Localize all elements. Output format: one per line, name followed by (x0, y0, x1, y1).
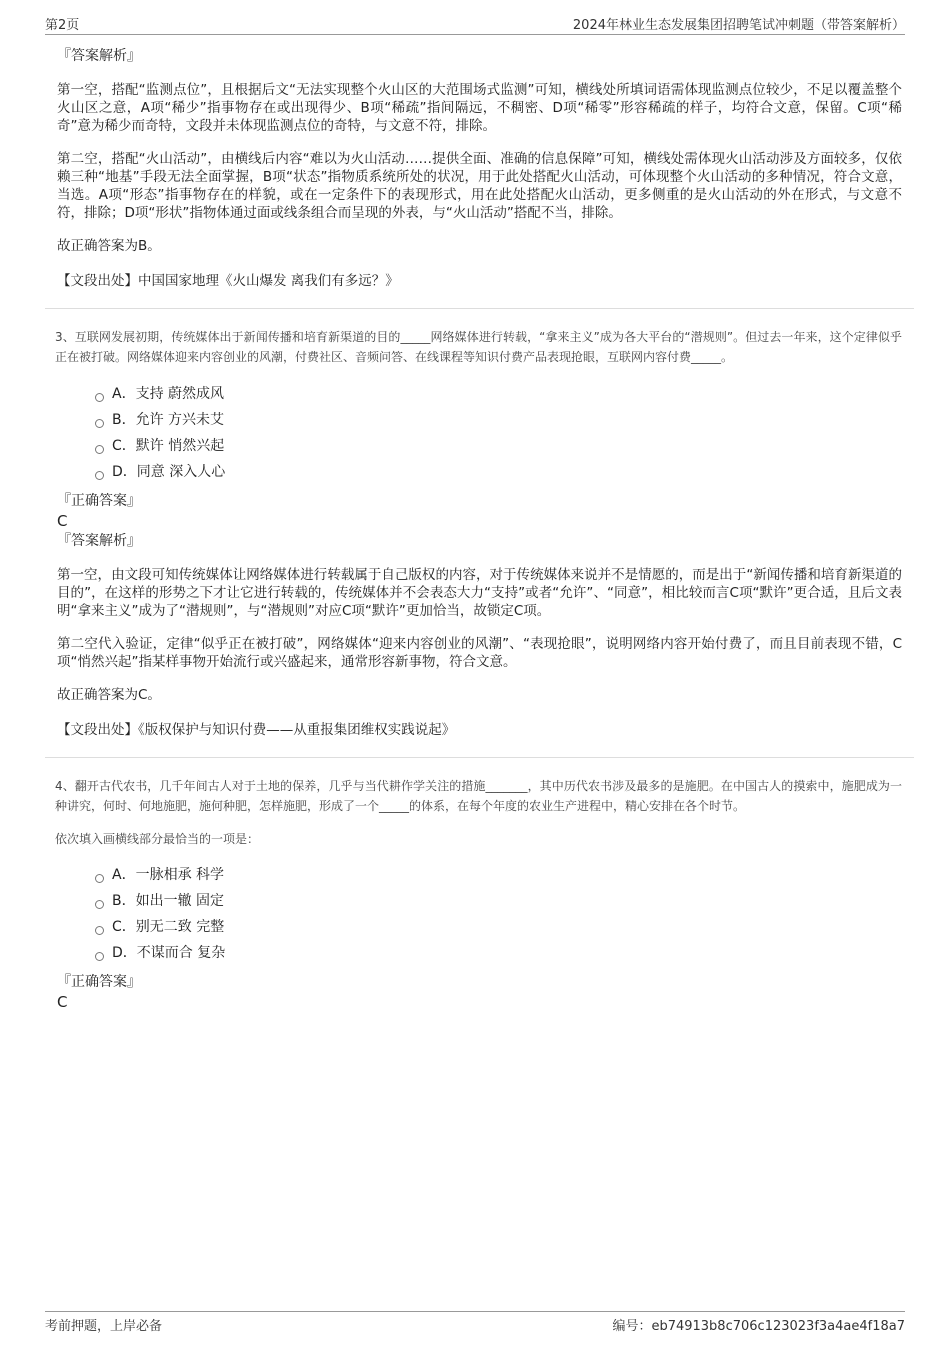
option-a[interactable] (95, 381, 902, 407)
option-label: A．一脉相承 科学 (112, 867, 225, 883)
page-number: 第2页 (45, 18, 80, 33)
page-footer (45, 1311, 905, 1334)
option-b[interactable] (95, 888, 902, 914)
correct-answer-label: 『正确答案』 (57, 493, 141, 509)
radio-icon[interactable] (95, 926, 104, 935)
radio-icon[interactable] (95, 900, 104, 909)
option-c[interactable] (95, 914, 902, 940)
radio-icon[interactable] (95, 393, 104, 402)
analysis-paragraph: 第一空，搭配“监测点位”，且根据后文“无法实现整个火山区的大范围场式监测”可知，横线处所填词语需体现监测点位较少，不足以覆盖整个火山区之意，A项“稀少”指事物存在或出现得少、B项“稀疏”指间隔远，不稠密、D项“稀零”形容稀疏的样子，均符合文意，保留。C项“稀奇”意为稀少而奇特，文段并未体现监测点位的奇特，与文意不符，排除。 (57, 82, 902, 134)
option-d[interactable] (95, 940, 902, 966)
analysis-label: 『答案解析』 (57, 48, 141, 64)
analysis-paragraph: 第二空，搭配“火山活动”，由横线后内容“难以为火山活动……提供全面、准确的信息保障”可知，横线处需体现火山活动涉及方面较多，仅依赖三种“地基”手段无法全面掌握，B项“状态”指物质系统所处的状况，用于此处搭配火山活动，可体现整个火山活动的多种情况，符合文意，当选。A项“形态”指事物存在的样貌，或在一定条件下的表现形式，用在此处搭配火山活动，更多侧重的是火山活动的外在形式，与文意不符，排除；D项“形状”指物体通过面或线条组合而呈现的外表，与“火山活动”搭配不当，排除。 (57, 151, 902, 221)
question-stem: 3、互联网发展初期，传统媒体出于新闻传播和培育新渠道的目的_____网络媒体进行转载，“拿来主义”成为各大平台的“潜规则”。但过去一年来，这个定律似乎正在被打破。网络媒体迎来内容创业的风潮，付费社区、音频问答、在线课程等知识付费产品表现抢眼，互联网内容付费_____。 (55, 330, 902, 364)
option-label: D．同意 深入人心 (112, 464, 226, 480)
correct-answer-label: 『正确答案』 (57, 974, 141, 990)
document-title: 2024年林业生态发展集团招聘笔试冲刺题（带答案解析） (572, 18, 905, 33)
final-answer-text: 故正确答案为C。 (57, 687, 161, 703)
correct-answer: C (57, 512, 68, 530)
passage-source: 【文段出处】中国国家地理《火山爆发 离我们有多远？》 (57, 273, 399, 289)
page-content (57, 46, 902, 1012)
final-answer-text: 故正确答案为B。 (57, 238, 161, 254)
analysis-paragraph: 第一空，由文段可知传统媒体让网络媒体进行转载属于自己版权的内容，对于传统媒体来说并不是情愿的，而是出于“新闻传播和培育新渠道的目的”，在这样的形势之下才让它进行转载的，传统媒体并不会表态大力“支持”或者“允许”、“同意”，相比较而言C项“默许”更合适，且后文表明“拿来主义”成为了“潜规则”，与“潜规则”对应C项“默许”更加恰当，故锁定C项。 (57, 567, 902, 619)
radio-icon[interactable] (95, 874, 104, 883)
correct-answer: C (57, 993, 68, 1011)
analysis-paragraph: 第二空代入验证，定律“似乎正在被打破”，网络媒体“迎来内容创业的风潮”、“表现抢眼”，说明网络内容开始付费了，而且目前表现不错，C项“悄然兴起”指某样事物开始流行或兴盛起来，通常形容新事物，符合文意。 (57, 636, 902, 670)
question-stem: 4、翻开古代农书，几千年间古人对于土地的保养，几乎与当代耕作学关注的措施_______，其中历代农书涉及最多的是施肥。在中国古人的摸索中，施肥成为一种讲究，何时、何地施肥，施何种肥，怎样施肥，形成了一个_____的体系，在每个年度的农业生产进程中，精心安排在各个时节。 (55, 779, 902, 813)
option-label: C．默许 悄然兴起 (112, 438, 225, 454)
option-b[interactable] (95, 407, 902, 433)
divider (45, 308, 914, 309)
option-list (95, 862, 902, 966)
option-a[interactable] (95, 862, 902, 888)
passage-source: 【文段出处】《版权保护与知识付费——从重报集团维权实践说起》 (57, 722, 456, 738)
option-label: B．如出一辙 固定 (112, 893, 225, 909)
option-label: D．不谋而合 复杂 (112, 945, 226, 961)
option-list (95, 381, 902, 485)
document-id: 编号：eb74913b8c706c123023f3a4ae4f18a7 (612, 1319, 905, 1334)
analysis-label: 『答案解析』 (57, 533, 141, 549)
question-prompt: 依次填入画横线部分最恰当的一项是： (55, 832, 260, 846)
option-label: A．支持 蔚然成风 (112, 386, 225, 402)
divider (45, 757, 914, 758)
option-label: C．别无二致 完整 (112, 919, 225, 935)
footer-slogan: 考前押题，上岸必备 (45, 1319, 163, 1334)
page-header (45, 12, 905, 35)
option-label: B．允许 方兴未艾 (112, 412, 225, 428)
option-c[interactable] (95, 433, 902, 459)
option-d[interactable] (95, 459, 902, 485)
radio-icon[interactable] (95, 471, 104, 480)
radio-icon[interactable] (95, 952, 104, 961)
radio-icon[interactable] (95, 419, 104, 428)
radio-icon[interactable] (95, 445, 104, 454)
